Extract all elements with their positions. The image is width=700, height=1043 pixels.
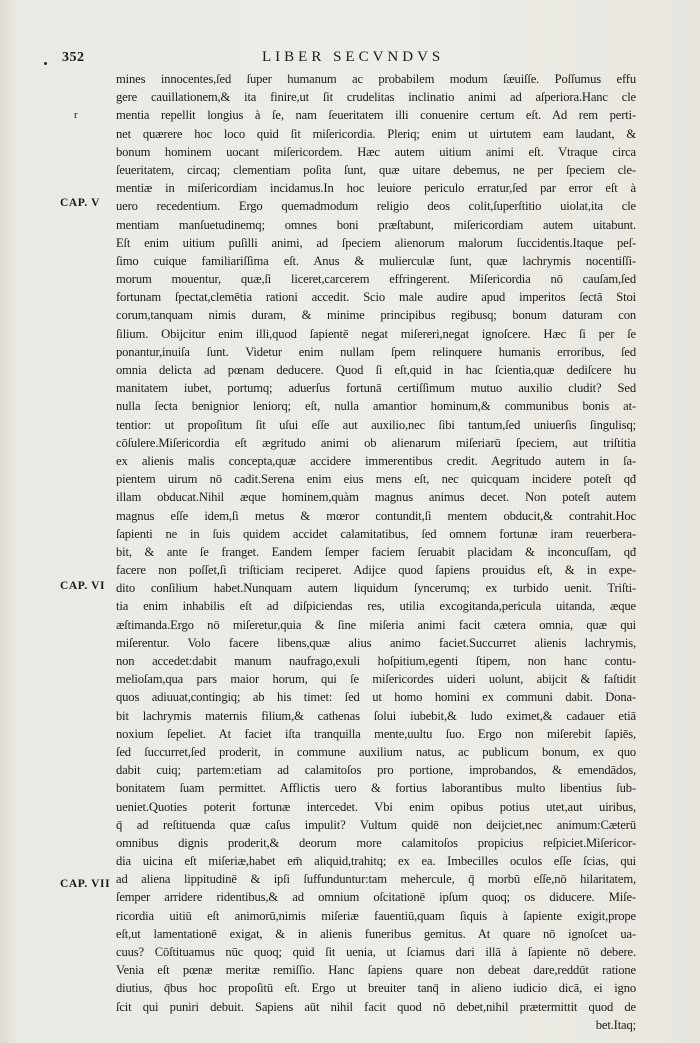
- text-line: omnia delicta ad pœnam deducere. Quod ſi eſt,quid in hac ſcientia,quæ dediſcere hu: [116, 363, 636, 377]
- text-line: diutius, q̄bus hoc propoſitū eſt. Ergo ut breuiter tanq̄ in alieno iudicio dicā, ei igno: [116, 981, 636, 996]
- text-line: ſapienti ne in ſuis quidem accidet calamitatibus, ſed omnem fortunæ iram reuerbera-: [116, 526, 636, 541]
- text-line: manitatem iubet, portumq; aduerſus fortunā certiſſimum mutuo auxilio cludit? Sed: [116, 381, 636, 396]
- text-line: ſimo cuique familiariſſima eſt. Anus & mulierculæ ſunt, quæ lachrymis nocentiſſi-: [116, 253, 636, 268]
- text-line: morum mouentur, quæ,ſi liceret,carcerem effringerent. Miſericordia nō cauſam,ſed: [116, 272, 636, 287]
- text-line: eſt,ut lamentationē exigat, & in alienis funeribus gemitus. At quare nō ignoſcet ua-: [116, 926, 636, 941]
- text-line: nulla ſecta benignior leniorq; eſt, nulla amantior hominum,& communibus bonis at-: [116, 399, 636, 414]
- text-line: bit lachrymis maternis filium,& cathenas ſolui iubebit,& ludo eximet,& cadauer etiā: [116, 708, 636, 723]
- text-line: net quærere hoc loco quid ſit miſericordia. Pleriq; enim ut uirtutem eam laudant, &: [116, 126, 636, 141]
- text-line: ueniet.Quoties poterit fortunæ intercedet. Vbi enim opibus potius utet,aut uiribus,: [116, 799, 636, 814]
- text-line: tentior: ut propoſitum ſit uſui eſſe aut auxilio,nec ſibi tantum,ſed uniuerſis ſingulisq;: [116, 417, 636, 432]
- text-line: Venia eſt pœnæ meritæ remiſſio. Hanc ſapiens quare non debeat dare,reddūt ratione: [116, 963, 636, 978]
- text-line: bit, & ante ſe franget. Eandem ſemper faciem ſeruabit placidam & inconcuſſam, qđ: [116, 544, 636, 559]
- page-number: 352: [62, 50, 85, 65]
- text-line: miſerentur. Volo facere libens,quæ alius animo faciet.Succurret alienis lachrymis,: [116, 635, 636, 650]
- text-line: bet.Itaq;: [595, 1017, 636, 1032]
- text-line: quos adiuuat,contingiq; ab his timet: ſed ut homo homini ex communi dabit. Dona-: [116, 690, 636, 705]
- text-line: corum,tanquam nimis duram, & minime principibus regibusq; bonum daturam con: [116, 308, 636, 323]
- running-head: LIBER SECVNDVS: [262, 49, 445, 65]
- text-line: ex alienis malis concepta,quæ accidere immerentibus credit. Aegritudo autem in ſa-: [116, 453, 636, 468]
- text-line: dabit cuiq; partem:etiam ad calamitoſos pro portione, improbandos, & emendādos,: [116, 763, 636, 778]
- text-line: magnus eſſe idem,ſi metus & mœror contundit,ſi mentem obducit,& contrahit.Hoc: [116, 508, 636, 523]
- text-line: ricordia uitiū eſt animorū,nimis miſeriæ fauentiū,quam ſiquis à ſapiente exigit,prope: [116, 908, 636, 923]
- text-line: ſed ſuccurret,ſed proderit, in commune auxilium natus, ac publicum bonum, ex quo: [116, 744, 636, 759]
- text-line: ad aliena lippitudinē & ipſi ſuffunduntur:tam mehercule, q̄ morbū eſſe,nō hilaritatem,: [116, 872, 636, 887]
- text-line: Eſt enim uitium puſilli animi, ad ſpeciem alienorum malorum ſuccidentis.Itaque peſ-: [116, 235, 636, 250]
- margin-chapter-7: CAP. VII: [60, 878, 111, 890]
- text-line: gere cauillationem,& ita finire,ut ſit crudelitas inclinatio animi ad aſperiora.Hanc cle: [116, 90, 636, 105]
- text-line: facere non poſſet,ſi triſticiam reciperet. Adijce quod ſapiens prouidus eſt, & in expe-: [116, 563, 636, 578]
- text-line: uero recedentium. Ergo quemadmodum religio deos colit,ſuperſtitio uiolat,ita cle: [116, 199, 636, 214]
- text-line: fortunam ſpectat,clemētia rationi accedit. Scio male audire apud imperitos ſectā Stoi: [116, 290, 636, 305]
- text-line: pientem uirum nō cadit.Serena enim eius mens eſt, nec quicquam incidere poteſt qđ: [116, 472, 636, 487]
- text-line: ſemper arridere ridentibus,& ad omnium oſcitationē ipſum quoq; os diducere. Miſe-: [116, 890, 636, 905]
- text-line: bonitatem ſuam permittet. Afflictis uero & fortius laborantibus multo libentius ſub-: [116, 781, 636, 796]
- text-line: mines innocentes,ſed ſuper humanum ac probabilem modum ſæuiſſe. Poſſumus effu: [116, 72, 636, 86]
- text-line: æſtimanda.Ergo nō miſeretur,quia & ſine miſeria animi facit cætera omnia, quæ qui: [116, 617, 636, 632]
- text-line: cuus? Cōſtituamus nūc quoq; quid ſit uenia, ut ſciamus dari illā à ſapiente nō debere.: [116, 945, 636, 959]
- text-line: ſcit qui puniri debuit. Sapiens aūt nihil facit quod nō debet,nihil prætermittit quod de: [116, 999, 636, 1014]
- text-line: ponantur,inuiſa ſunt. Videtur enim nullam ſpem relinquere humanis erroribus, ſed: [116, 344, 636, 359]
- text-line: mentiam manſuetudinemq; omnes boni præſtabunt, miſericordiam autem uitabunt.: [116, 217, 636, 232]
- margin-chapter-6: CAP. VI: [60, 580, 106, 592]
- text-line: melioſam,qua pars maior horum, qui ſe miſericordes uideri uolunt, abijcit & faſtidit: [116, 672, 636, 687]
- margin-dot: [44, 62, 47, 65]
- text-line: mentiæ in miſericordiam incidamus.In hoc leuiore periculo erratur,ſed par error eſt à: [116, 181, 636, 196]
- text-line: ſeueritatem, circaq; clementiam poſita ſunt, quæ uitare debemus, ne per ſpeciem cle-: [116, 162, 636, 177]
- text-line: ſilium. Obijcitur enim illi,quod ſapientē negat miſereri,negat ignoſcere. Hæc ſi per ſe: [116, 326, 636, 341]
- text-line: q̄ ad reſtituenda quæ caſus impulit? Vultum quidē non deijciet,nec animum:Cæterū: [116, 817, 636, 832]
- text-line: noxium ſepeliet. At faciet iſta tranquilla mente,uultu ſuo. Ergo non miſerebit ſapiēs,: [116, 726, 636, 741]
- text-line: omnibus dignis proderit,& deorum more calamitoſos propicius reſpiciet.Miſericor-: [116, 835, 636, 850]
- body-text: [116, 70, 636, 1034]
- text-line: cōſulere.Miſericordia eſt ægritudo animi ob alienarum miſeriarū ſpeciem, aut triſtitia: [116, 435, 636, 450]
- text-line: illam obducat.Nihil æque hominem,quàm magnus animus decet. Non poteſt autem: [116, 490, 636, 505]
- margin-mark: r: [74, 109, 78, 121]
- text-line: mentia repellit longius à ſe, nam ſeueritatem illi conuenire certum eſt. Ad rem perti-: [116, 108, 636, 123]
- text-line: tia enim inhabilis eſt ad diſpiciendas res, utilia excogitanda,pericula uitanda, æque: [116, 599, 636, 614]
- text-line: dia uicina eſt miſeriæ,habet em̄ aliquid,trahitq; ex ea. Imbecilles oculos eſſe ſcias, qui: [116, 854, 636, 869]
- text-line: bonum hominem uocant miſericordem. Hæc autem uitium animi eſt. Vtraque circa: [116, 144, 636, 159]
- text-line: non accedet:dabit manum naufrago,exuli hoſpitium,egenti ſtipem, non hanc contu-: [116, 654, 636, 668]
- text-line: dito conſilium habet.Nunquam autem liquidum ſyncerumq; ex turbido uenit. Triſti-: [116, 581, 636, 596]
- page-header: [0, 47, 700, 69]
- margin-chapter-5: CAP. V: [60, 197, 101, 209]
